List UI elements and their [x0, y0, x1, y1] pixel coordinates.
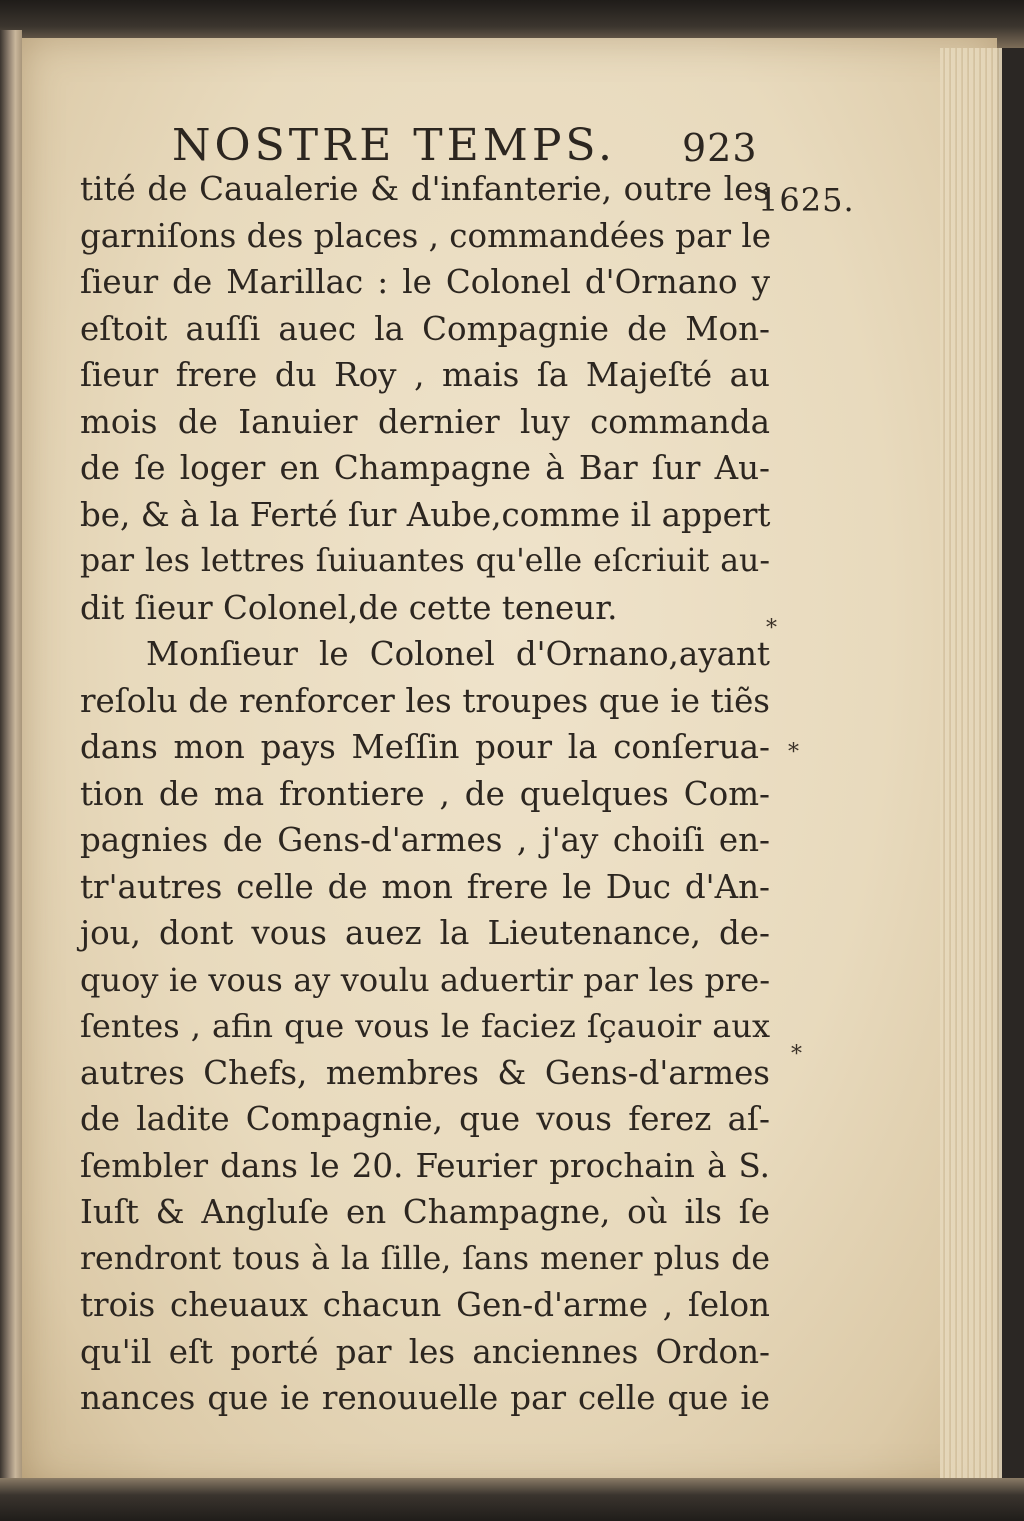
- text-line: dit ſieur Colonel,de cette teneur.: [80, 588, 618, 627]
- text-line: mois de Ianuier dernier luy commanda: [80, 402, 770, 441]
- text-line: Monſieur le Colonel d'Ornano,ayant: [146, 635, 770, 673]
- text-line: de ladite Compagnie, que vous ferez aſ-: [80, 1100, 770, 1138]
- text-line: ſembler dans le 20. Feurier prochain à S.: [80, 1146, 770, 1185]
- text-line: eſtoit auſſi auec la Compagnie de Mon-: [80, 309, 770, 348]
- margin-asterisk: *: [791, 1042, 802, 1067]
- text-line: qu'il eſt porté par les anciennes Ordon-: [80, 1332, 770, 1371]
- text-line: garniſons des places , commandées par le: [80, 216, 771, 255]
- margin-asterisk: *: [766, 616, 777, 641]
- text-line: rendront tous à la ſille, ſans mener plus de: [80, 1240, 770, 1277]
- text-line: ſieur frere du Roy , mais ſa Majeſté au: [80, 356, 770, 394]
- text-line: tr'autres celle de mon frere le Duc d'An-: [80, 867, 770, 906]
- margin-asterisk: *: [788, 740, 799, 765]
- text-line: nances que ie renouuelle par celle que ie: [80, 1379, 770, 1417]
- text-line: autres Chefs, membres & Gens-d'armes: [80, 1053, 770, 1092]
- text-line: be, & à la Ferté ſur Aube,comme il appert: [80, 495, 771, 534]
- text-line: pagnies de Gens-d'armes , j'ay choiſi en-: [80, 821, 770, 859]
- margin-year: 1625.: [758, 181, 855, 219]
- running-title: NOSTRE TEMPS.: [172, 120, 616, 171]
- text-line: trois cheuaux chacun Gen-d'arme , ſelon: [80, 1286, 770, 1324]
- text-line: de ſe loger en Champagne à Bar ſur Au-: [80, 449, 770, 487]
- text-line: quoy ie vous ay voulu aduertir par les pre-: [80, 960, 770, 999]
- text-line: ſieur de Marillac : le Colonel d'Ornano y: [80, 263, 770, 301]
- body-text: [80, 166, 770, 1422]
- text-line: ſentes , afin que vous le faciez ſçauoir aux: [80, 1007, 770, 1045]
- text-line: par les lettres ſuiuantes qu'elle eſcriuit au-: [80, 543, 770, 579]
- text-line: tité de Caualerie & d'infanterie, outre les: [80, 170, 770, 208]
- text-line: Iuſt & Angluſe en Champagne, où ils ſe: [80, 1193, 770, 1231]
- page-number: 923: [682, 126, 758, 170]
- page-stack-edges: [940, 48, 1002, 1478]
- text-line: dans mon pays Meſſin pour la conſerua-: [80, 728, 770, 766]
- text-line: reſolu de renforcer les troupes que ie tiẽs: [80, 681, 770, 720]
- text-line: tion de ma frontiere , de quelques Com-: [80, 774, 770, 813]
- left-page-edge: [0, 30, 22, 1495]
- binding-bottom-edge: [0, 1478, 1024, 1521]
- text-line: jou, dont vous auez la Lieutenance, de-: [80, 914, 770, 952]
